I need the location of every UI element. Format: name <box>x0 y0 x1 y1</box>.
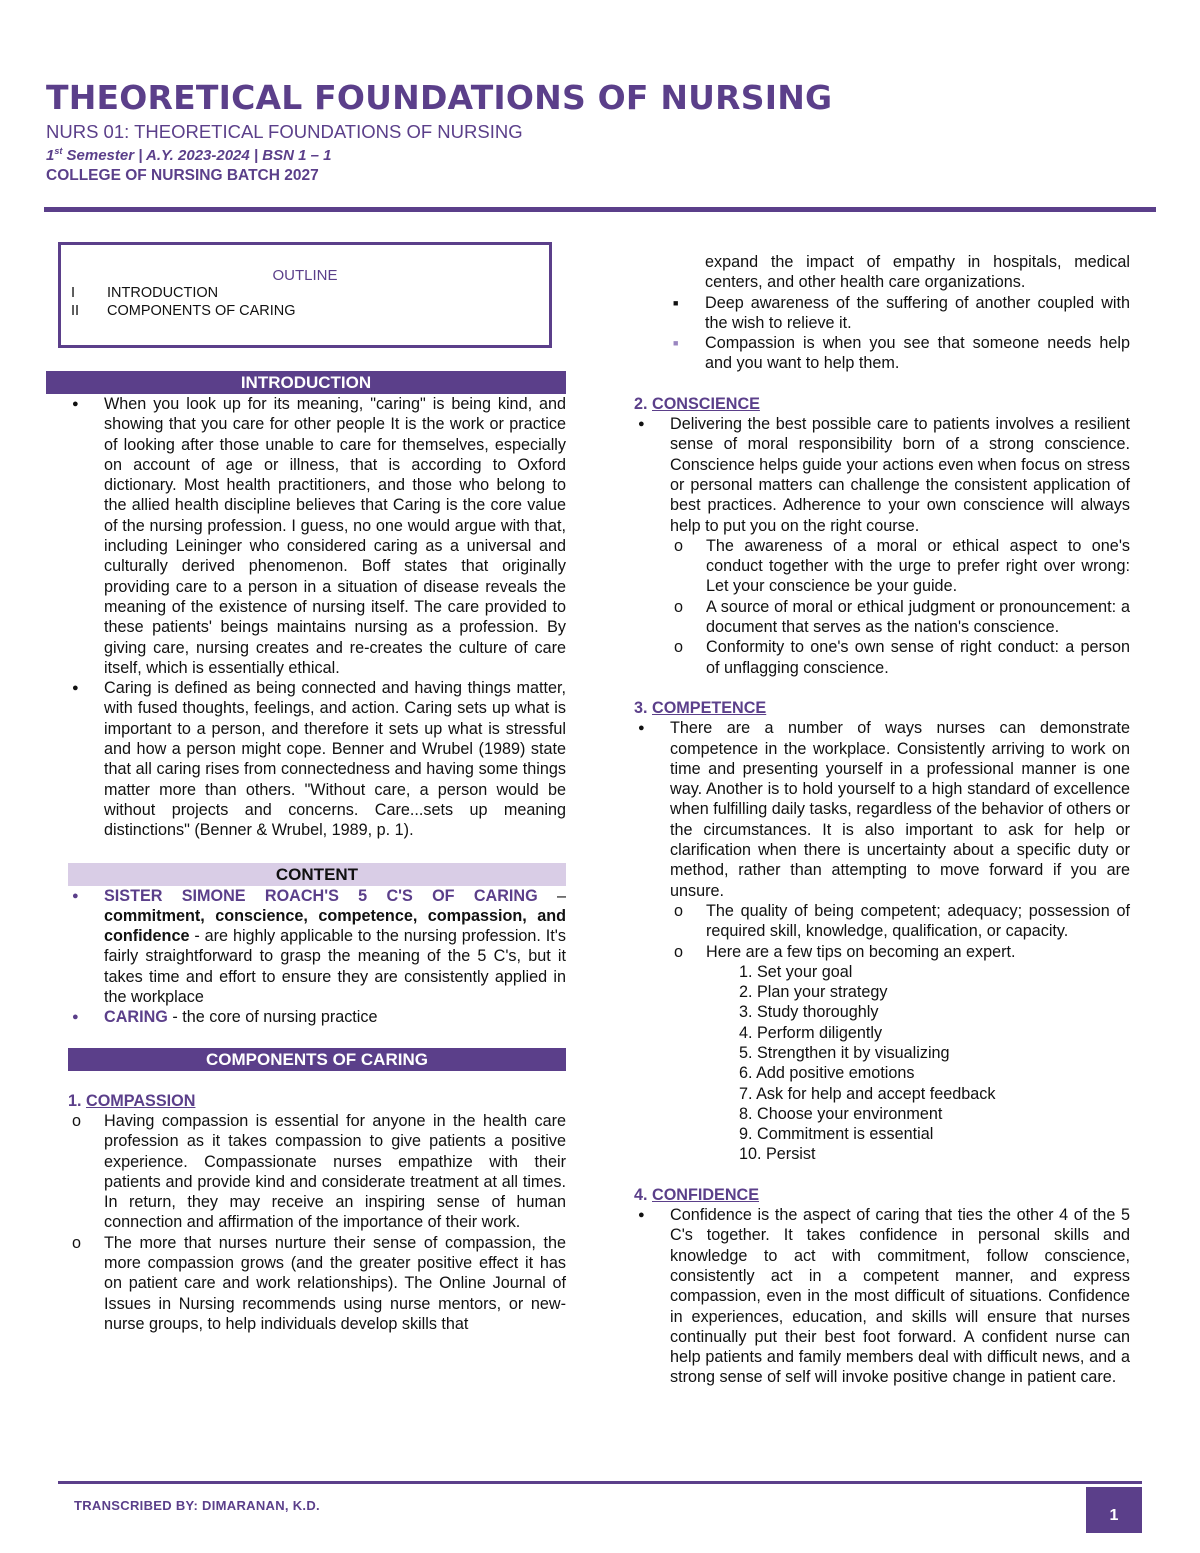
conscience-definitions <box>670 536 1130 678</box>
semester-ordinal: st <box>54 146 63 156</box>
section-number: 4. <box>634 1185 652 1204</box>
document-title: THEORETICAL FOUNDATIONS OF NURSING <box>46 78 833 117</box>
list-item: o The awareness of a moral or ethical aspect to one's conduct together with the urge to prefer right over wrong: Let your conscience be your guide. <box>670 536 1130 597</box>
compassion-definitions <box>634 293 1130 374</box>
step-item: 6. Add positive emotions <box>739 1064 915 1083</box>
semester-number: 1 <box>46 147 55 164</box>
section-title: COMPASSION <box>86 1091 196 1110</box>
list-item <box>68 1007 566 1027</box>
section-title: COMPETENCE <box>652 698 767 717</box>
compassion-continued: expand the impact of empathy in hospitals, medical centers, and other health care organizations. <box>705 253 1130 292</box>
outline-item <box>71 303 296 319</box>
step-item: 2. Plan your strategy <box>739 983 888 1002</box>
confidence-list <box>634 1205 1130 1388</box>
list-item <box>634 414 1130 678</box>
section-title: CONSCIENCE <box>652 394 760 413</box>
section-number: 2. <box>634 394 652 413</box>
compassion-heading <box>68 1091 566 1111</box>
list-item: ■ Deep awareness of the suffering of another coupled with the wish to relieve it. <box>669 293 1130 334</box>
confidence-heading <box>634 1185 1130 1205</box>
section-number: 3. <box>634 698 652 717</box>
conscience-heading <box>634 394 1130 414</box>
step-item: 10. Persist <box>739 1145 816 1164</box>
components-heading: COMPONENTS OF CARING <box>68 1048 566 1071</box>
right-column <box>634 252 1130 1388</box>
step-item: 7. Ask for help and accept feedback <box>739 1084 996 1103</box>
college-batch: COLLEGE OF NURSING BATCH 2027 <box>46 167 319 184</box>
list-item: ● Caring is defined as being connected and having things matter, with fused thoughts, feelings, and action. Caring sets up what is important to a person, and therefore it sets up what is stressful and how a person might cope. Benner and Wrubel (1989) state that all caring rises from connectedness and having some things matter more than others. "Without care, a person would be without projects and concerns. Care...sets up meaning distinctions" (Benner & Wrubel, 1989, p. 1). <box>68 678 566 840</box>
footer-divider <box>58 1481 1142 1484</box>
list-item: o The quality of being competent; adequacy; possession of required skill, knowledge, qualification, or capacity. <box>670 901 1130 942</box>
outline-item-number: I <box>71 285 76 301</box>
step-item: 1. Set your goal <box>739 962 853 981</box>
step-item: 8. Choose your environment <box>739 1104 943 1123</box>
content-list <box>68 886 566 1028</box>
list-item: o Having compassion is essential for anyone in the health care profession as it takes compassion to give patients a positive experience. Compassionate nurses empathize with their patients and provide kind and considerate treatment at all times. In return, they may receive an inspiring sense of human connection and affirmation of the importance of their work. <box>68 1111 566 1233</box>
left-column <box>68 371 566 1334</box>
transcriber-credit: TRANSCRIBED BY: DIMARANAN, K.D. <box>74 1498 320 1513</box>
content-heading: CONTENT <box>68 863 566 886</box>
step-item: 3. Study thoroughly <box>739 1003 879 1022</box>
section-number: 1. <box>68 1091 86 1110</box>
expert-steps <box>634 962 1130 1165</box>
introduction-list <box>68 394 566 841</box>
page-number: 1 <box>1086 1487 1142 1533</box>
section-title: CONFIDENCE <box>652 1185 760 1204</box>
list-item: o The more that nurses nurture their sense of compassion, the more compassion grows (and the greater positive effect it has on patient care and work relationships). The Online Journal of Issues in Nursing recommends using nurse mentors, or new-nurse groups, to help individuals develop skills that <box>68 1233 566 1334</box>
list-item: o Conformity to one's own sense of right conduct: a person of unflagging conscience. <box>670 637 1130 678</box>
step-item: 9. Commitment is essential <box>739 1125 934 1144</box>
semester-text: Semester | A.Y. 2023-2024 | BSN 1 – 1 <box>62 147 332 164</box>
roach-title: SISTER SIMONE ROACH'S 5 C'S OF CARING <box>104 886 538 905</box>
outline-item-label: COMPONENTS OF CARING <box>107 303 296 319</box>
outline-item <box>71 285 218 301</box>
compassion-list <box>68 1111 566 1334</box>
roach-dash: – <box>537 886 566 905</box>
competence-heading <box>634 698 1130 718</box>
competence-definitions <box>670 901 1130 962</box>
conscience-text: Delivering the best possible care to patients involves a resilient sense of moral responsibility born of a strong conscience. Conscience helps guide your actions even when focus on stress or personal matters can challenge the consistent application of best practices. Adherence to your own conscience will always help to put you on the right course. <box>670 415 1130 535</box>
list-item: ● Confidence is the aspect of caring that ties the other 4 of the 5 C's together. It takes confidence in personal skills and knowledge to act with commitment, follow conscience, consistently act in a competent manner, and express compassion, even in the most difficult of situations. Confidence in experiences, education, and skills will ensure that nurses continually put their best foot forward. A confident nurse can help patients and family members deal with difficult news, and a strong sense of self will invoke positive change in patient care. <box>634 1205 1130 1388</box>
step-item: 4. Perform diligently <box>739 1023 883 1042</box>
competence-list <box>634 718 1130 962</box>
list-item: o A source of moral or ethical judgment or pronouncement: a document that serves as the nation's conscience. <box>670 597 1130 638</box>
header-divider <box>44 207 1156 212</box>
outline-box <box>58 242 552 348</box>
list-item: ● When you look up for its meaning, "caring" is being kind, and showing that you care for other people It is the work or practice of looking after those unable to care for themselves, especially on account of age or illness, that is according to Oxford dictionary. Most health practitioners, and those who belong to the allied health discipline believes that Caring is the core value of the nursing profession. I guess, no one would argue with that, including Leininger who considered caring as a universal and culturally derived phenomenon. Boff states that originally providing care to a person in a situation of disease reveals the meaning of the existence of nursing itself. The care provided to these patients' beings maintains nursing as a profession. By giving care, nursing creates and re-creates the culture of care itself, which is essentially ethical. <box>68 394 566 678</box>
caring-description: - the core of nursing practice <box>167 1008 378 1027</box>
outline-item-label: INTRODUCTION <box>107 285 219 301</box>
conscience-list <box>634 414 1130 678</box>
roach-five-cs: commitment, conscience, competence, compassion, and confidence <box>104 906 566 946</box>
list-item <box>634 718 1130 962</box>
outline-title: OUTLINE <box>272 267 338 284</box>
caring-title: CARING <box>104 1008 168 1027</box>
step-item: 5. Strengthen it by visualizing <box>739 1043 950 1062</box>
list-item: ■ Compassion is when you see that someone needs help and you want to help them. <box>669 333 1130 374</box>
roach-description: - are highly applicable to the nursing profession. It's fairly straightforward to grasp the meaning of the 5 C's, but it takes time and effort to ensure they are consistently applied in the workplace <box>104 927 566 1007</box>
competence-text: There are a number of ways nurses can demonstrate competence in the workplace. Consistently arriving to work on time and presenting yourself in a professional manner is one way. Another is to hold yourself to a high standard of excellence when fulfilling daily tasks, regardless of the behavior of others or the circumstances. It is also important to ask for help or clarification when there is uncertainty about a specific duty or method, rather than attempting to move forward if you are unsure. <box>670 719 1130 900</box>
list-item: o Here are a few tips on becoming an expert. <box>670 942 1130 962</box>
course-code: NURS 01: THEORETICAL FOUNDATIONS OF NURSING <box>46 121 523 142</box>
outline-item-number: II <box>71 303 80 319</box>
semester-line <box>46 146 331 164</box>
introduction-heading: INTRODUCTION <box>46 371 566 394</box>
list-item <box>68 886 566 1008</box>
